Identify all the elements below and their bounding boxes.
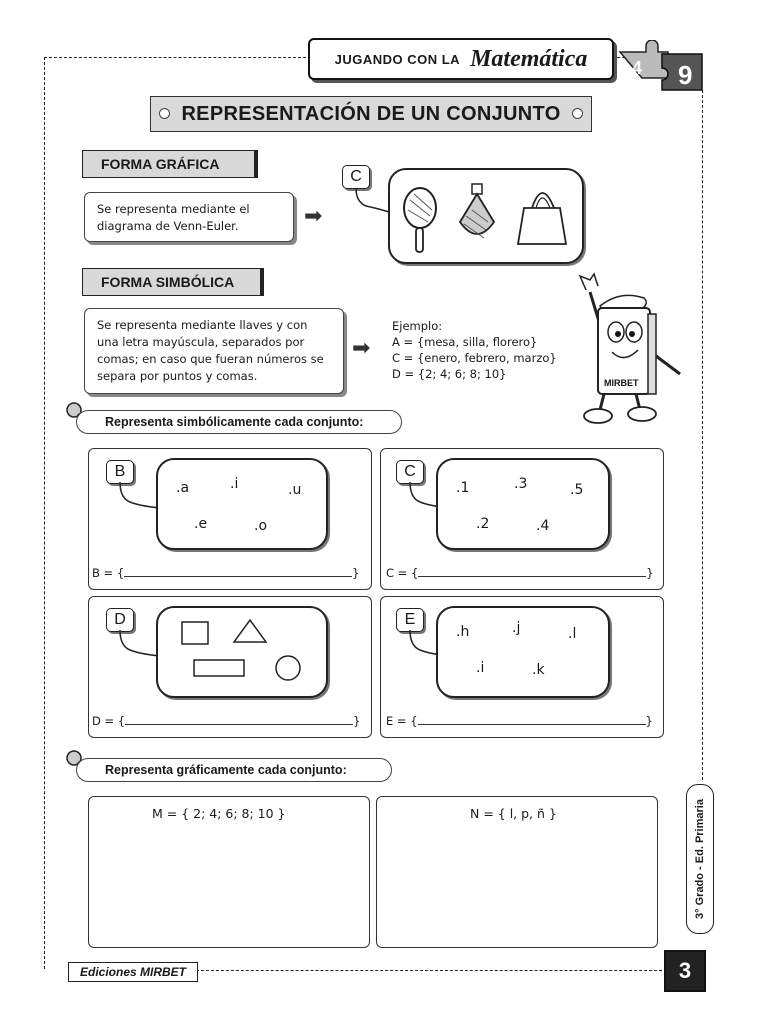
- answer-c-prefix: C = {: [386, 566, 419, 580]
- instruction-graphic: [76, 758, 392, 782]
- set-n-definition: N = { l, p, ñ }: [470, 806, 557, 821]
- pin-icon: [159, 108, 170, 119]
- svg-text:9: 9: [678, 60, 693, 90]
- element: .a: [176, 480, 190, 496]
- rectangle-shape: [194, 660, 244, 676]
- section-tab-simbolica: [82, 268, 264, 296]
- set-label-c-example: [342, 165, 370, 189]
- shape-set: [158, 608, 326, 696]
- handbag-icon: [518, 193, 566, 244]
- instruction-symbolic-text: Representa simbólicamente cada conjunto:: [105, 415, 364, 429]
- answer-b-blank[interactable]: [124, 566, 352, 577]
- frame-left: [44, 57, 45, 969]
- note-grafica: [84, 192, 294, 242]
- footer-brand-text: Ediciones MIRBET: [79, 965, 186, 979]
- answer-c: [386, 566, 658, 580]
- answer-e-prefix: E = {: [386, 714, 418, 728]
- section-tab-grafica: [82, 150, 258, 178]
- section-tab-grafica-label: FORMA GRÁFICA: [101, 156, 220, 172]
- puzzle-icon: [612, 40, 712, 98]
- mascot-book-icon: [560, 270, 690, 434]
- set-label-c-text: C: [404, 463, 416, 480]
- venn-diagram-e: [436, 606, 610, 698]
- answer-c-suffix: }: [646, 566, 654, 580]
- element: .h: [456, 624, 470, 640]
- set-label-d: [106, 608, 134, 632]
- element: .u: [288, 482, 302, 498]
- connector-line: [346, 188, 390, 218]
- answer-d-blank[interactable]: [125, 714, 353, 725]
- answer-d-prefix: D = {: [92, 714, 126, 728]
- example-line-d: D = {2; 4; 6; 8; 10}: [392, 367, 507, 381]
- set-label-e-text: E: [404, 611, 416, 628]
- instruction-graphic-text: Representa gráficamente cada conjunto:: [105, 763, 347, 777]
- frame-right: [702, 90, 703, 780]
- page-number-text: 3: [678, 958, 692, 983]
- answer-d: [92, 714, 368, 728]
- venn-diagram-example: [388, 168, 584, 264]
- connector-line: [112, 482, 160, 516]
- element: .e: [194, 516, 208, 532]
- header-script: Matemática: [470, 45, 588, 72]
- arrow-right-icon: ➡: [352, 336, 371, 361]
- answer-e: [386, 714, 658, 728]
- element: .1: [456, 480, 470, 496]
- set-label-c-example-text: C: [350, 168, 362, 185]
- set-label-e: [396, 608, 424, 632]
- example-title: Ejemplo:: [392, 319, 443, 333]
- connector-line: [112, 630, 160, 664]
- element: .2: [476, 516, 490, 532]
- pin-icon: [572, 108, 583, 119]
- answer-c-blank[interactable]: [418, 566, 646, 577]
- header-lead: JUGANDO CON LA: [334, 51, 461, 67]
- set-label-b: [106, 460, 134, 484]
- set-label-d-text: D: [114, 611, 126, 628]
- arrow-right-icon: ➡: [304, 204, 323, 229]
- element: .4: [536, 518, 550, 534]
- example-block: [392, 318, 582, 382]
- answer-e-blank[interactable]: [418, 714, 646, 725]
- venn-diagram-d: [156, 606, 328, 698]
- page-title-text: REPRESENTACIÓN DE UN CONJUNTO: [181, 102, 561, 125]
- square-shape: [182, 622, 208, 644]
- element: .i: [476, 660, 485, 676]
- answer-b-prefix: B = {: [92, 566, 125, 580]
- answer-b-suffix: }: [352, 566, 360, 580]
- venn-diagram-c: [436, 458, 610, 550]
- set-m-definition: M = { 2; 4; 6; 8; 10 }: [152, 806, 286, 821]
- triangle-shape: [234, 620, 266, 642]
- note-simbolica-text: Se representa mediante llaves y con una letra mayúscula, separados por comas; en caso que fueran números se separa por puntos y comas.: [97, 318, 324, 383]
- answer-d-suffix: }: [353, 714, 361, 728]
- page-number: [664, 950, 706, 992]
- element: .k: [532, 662, 545, 678]
- note-simbolica: [84, 308, 344, 394]
- venn-items: [390, 170, 582, 262]
- set-label-c: [396, 460, 424, 484]
- element: .l: [568, 626, 577, 642]
- header-banner: [308, 38, 614, 80]
- side-grade-tab: [686, 784, 714, 934]
- set-label-b-text: B: [114, 463, 126, 480]
- circle-shape: [276, 656, 300, 680]
- element: .3: [514, 476, 528, 492]
- mirror-icon: [404, 188, 436, 252]
- element: .j: [512, 620, 521, 636]
- page-title: [150, 96, 592, 132]
- answer-e-suffix: }: [645, 714, 653, 728]
- venn-diagram-b: [156, 458, 328, 550]
- svg-text:4: 4: [632, 58, 643, 78]
- perfume-icon: [460, 184, 494, 238]
- example-line-a: A = {mesa, silla, florero}: [392, 335, 538, 349]
- example-line-c: C = {enero, febrero, marzo}: [392, 351, 557, 365]
- answer-b: [92, 566, 368, 580]
- element: .i: [230, 476, 239, 492]
- note-grafica-text: Se representa mediante el diagrama de Venn-Euler.: [97, 202, 250, 233]
- element: .5: [570, 482, 584, 498]
- instruction-symbolic: [76, 410, 402, 434]
- mascot-label: MIRBET: [604, 378, 639, 388]
- frame-bottom: [196, 970, 662, 971]
- side-grade-text: 3° Grado - Ed. Primaria: [694, 799, 706, 919]
- footer-brand: [68, 962, 198, 982]
- section-tab-simbolica-label: FORMA SIMBÓLICA: [101, 274, 235, 290]
- element: .o: [254, 518, 268, 534]
- frame-top-left: [44, 57, 306, 58]
